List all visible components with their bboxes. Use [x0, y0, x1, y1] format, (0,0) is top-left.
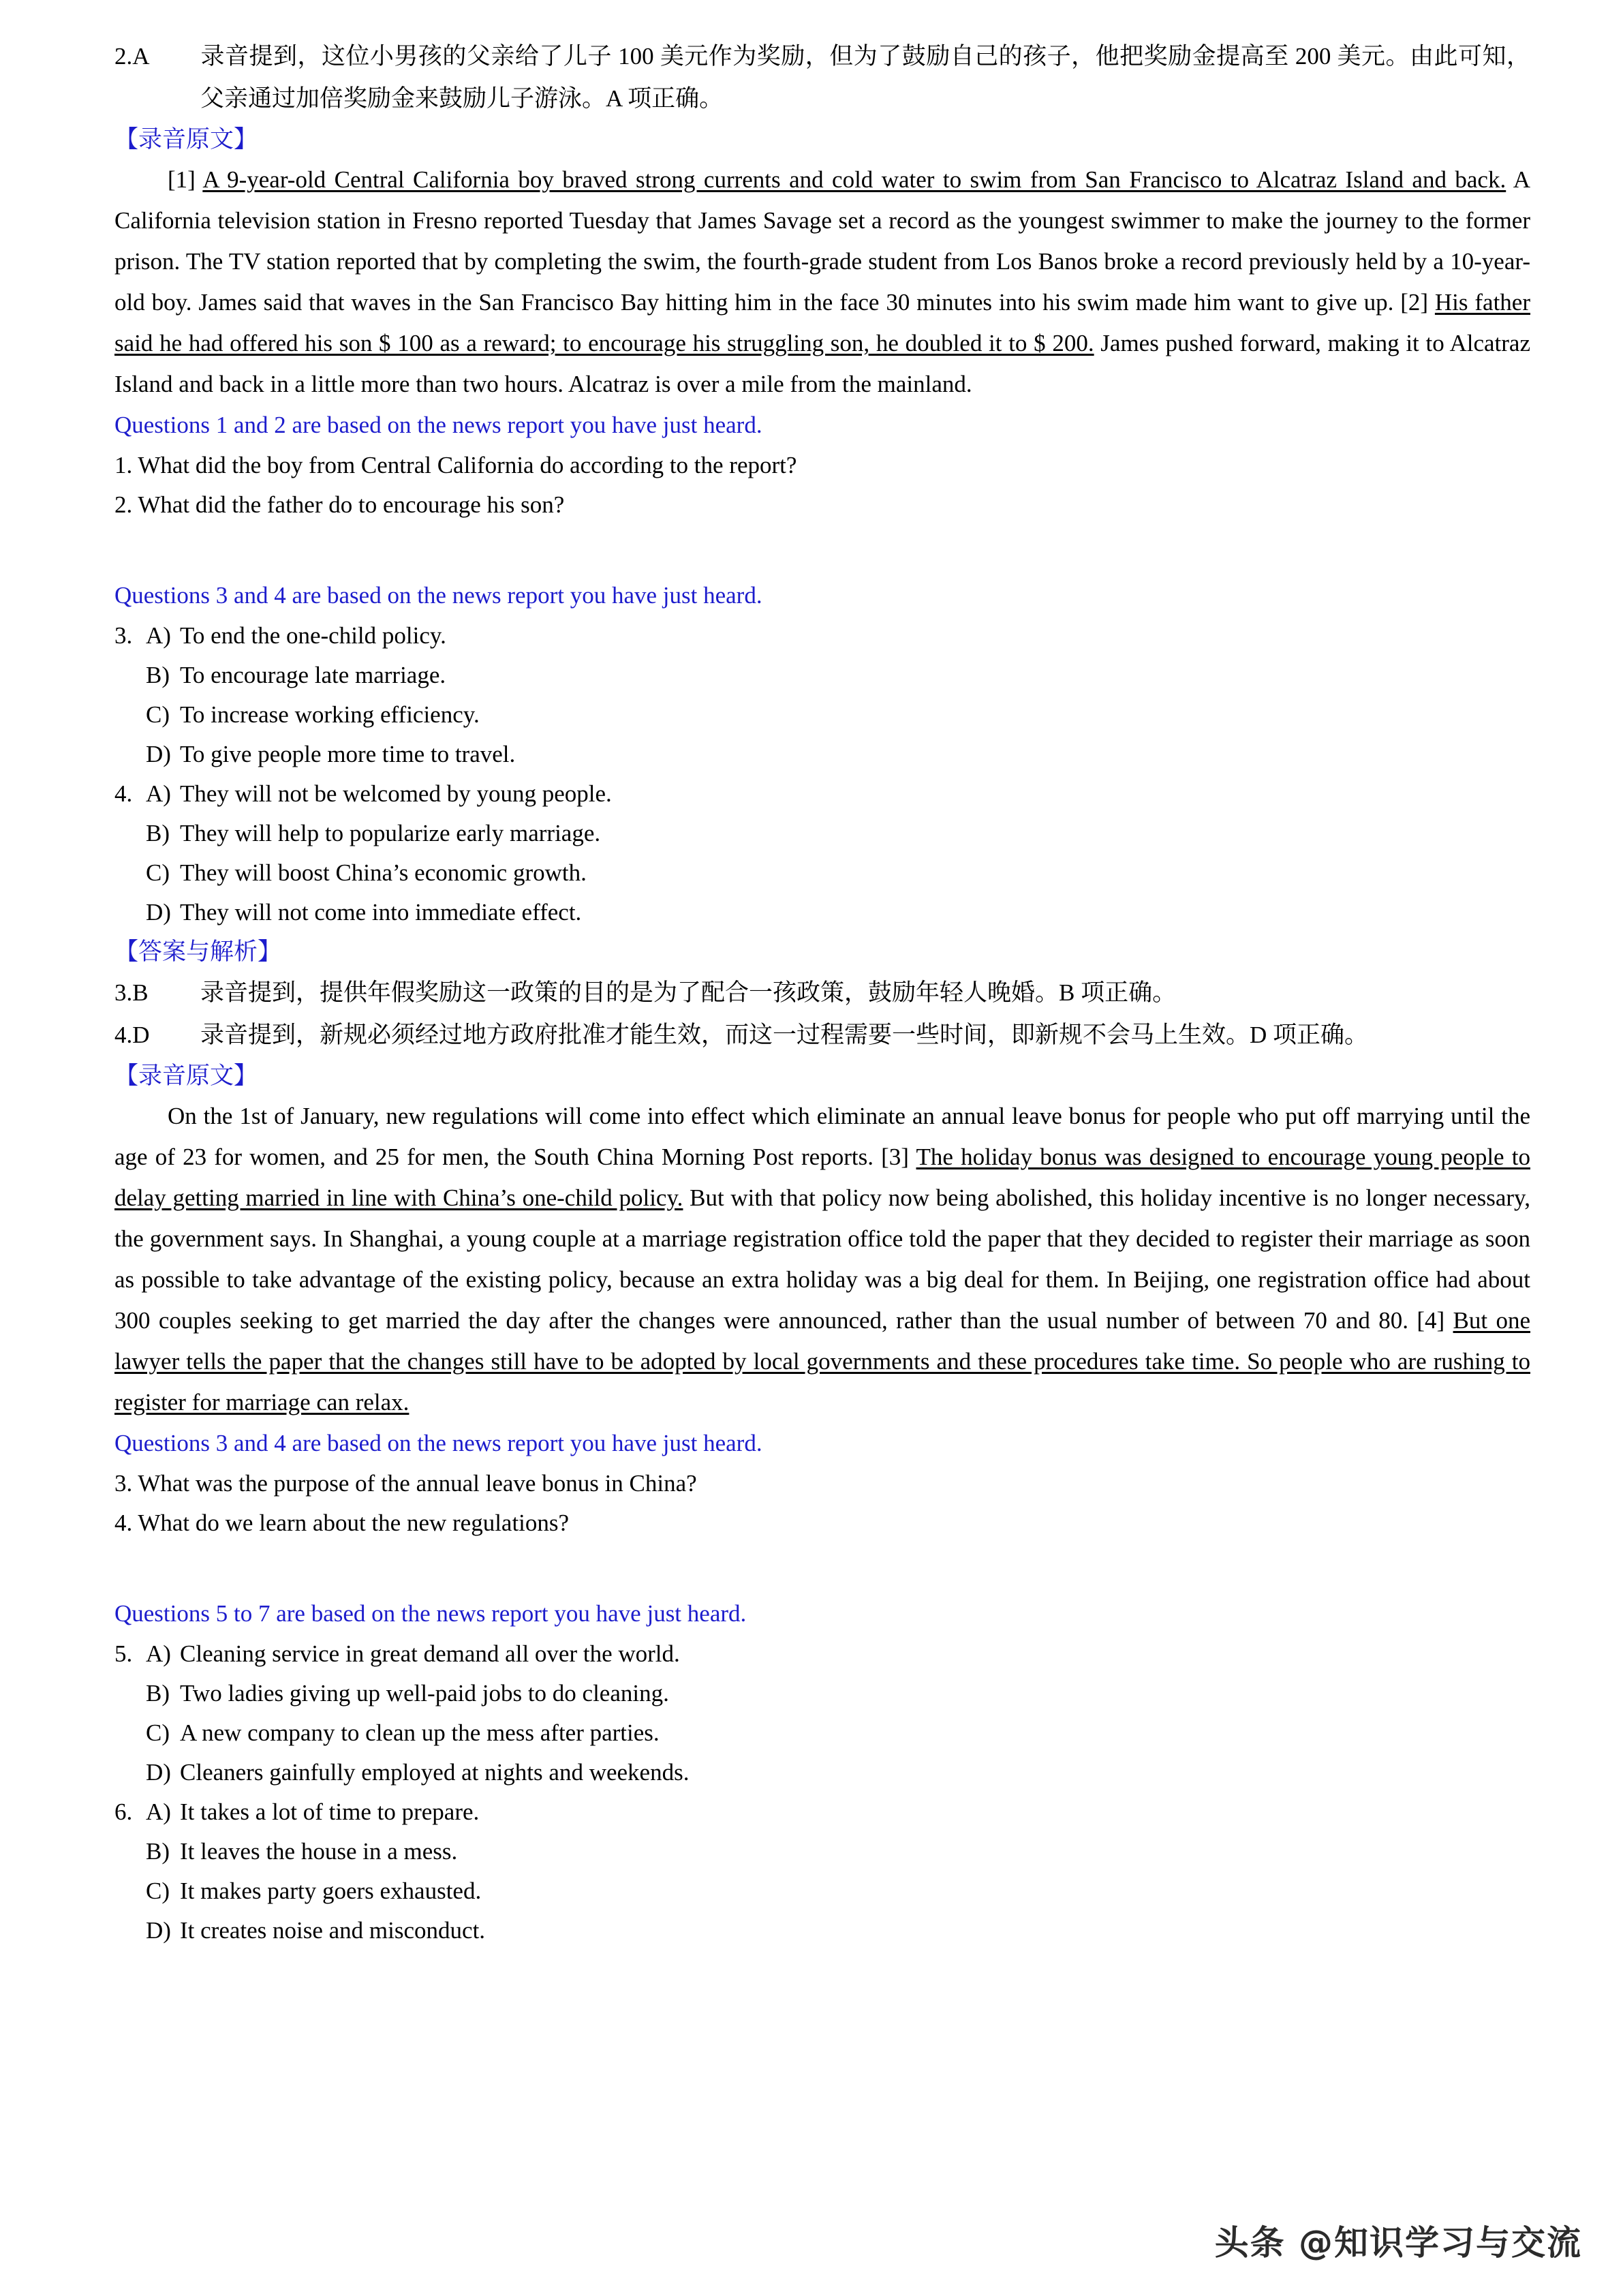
explanation-item: [114, 1014, 1530, 1056]
choice-letter: C): [146, 859, 170, 886]
passage-underlined-segment: But one lawyer tells the paper that the changes still have to be adopted by local governments and these procedures take time. So people who are rushing to register for marriage can relax.: [114, 1307, 1530, 1415]
choice-letter: D): [146, 1917, 171, 1944]
choice-letter: B): [146, 1838, 170, 1865]
question-number: 4.: [114, 780, 133, 807]
passage-two: [114, 1096, 1530, 1423]
multiple-choice-group-5: [114, 1634, 1530, 1792]
question-text: 2. What did the father do to encourage his son?: [114, 491, 565, 518]
choice-letter: B): [146, 662, 170, 688]
choice-letter: D): [146, 741, 171, 767]
choice-letter: D): [146, 899, 171, 925]
choice-text: It leaves the house in a mess.: [180, 1838, 458, 1865]
choice-row[interactable]: [114, 1753, 1530, 1792]
questions-directive-2: Questions 3 and 4 are based on the news report you have just heard.: [114, 582, 762, 609]
spacer: [114, 1543, 1530, 1593]
choice-letter: C): [146, 1719, 170, 1746]
choice-row[interactable]: [114, 1792, 1530, 1832]
multiple-choice-group-4: [114, 774, 1530, 932]
choice-letter: B): [146, 820, 170, 846]
explanation-text: 录音提到，这位小男孩的父亲给了儿子 100 美元作为奖励，但为了鼓励自己的孩子，他把奖励金提高至 200 美元。由此可知，父亲通过加倍奖励金来鼓励儿子游泳。A 项正确。: [200, 43, 1530, 112]
choice-text: To end the one-child policy.: [180, 622, 446, 649]
choice-text: They will not come into immediate effect.: [180, 899, 582, 925]
choice-letter: A): [146, 1798, 171, 1825]
choice-letter: C): [146, 701, 170, 728]
choice-letter: C): [146, 1878, 170, 1904]
spacer: [114, 525, 1530, 575]
questions-directive-1: Questions 1 and 2 are based on the news report you have just heard.: [114, 412, 762, 438]
document-page: [114, 35, 1530, 1950]
choice-row[interactable]: [114, 1871, 1530, 1911]
choice-row[interactable]: [114, 774, 1530, 814]
multiple-choice-group-3: [114, 616, 1530, 774]
section-header-transcript: 【录音原文】: [114, 1062, 258, 1089]
explanation-tag: 4.D: [114, 1022, 150, 1048]
questions-directive-4: Questions 5 to 7 are based on the news report you have just heard.: [114, 1600, 747, 1627]
choice-letter: A): [146, 1640, 171, 1667]
choice-text: It creates noise and misconduct.: [180, 1917, 486, 1944]
choice-text: Two ladies giving up well-paid jobs to do cleaning.: [180, 1680, 669, 1706]
choice-letter: D): [146, 1759, 171, 1786]
choice-row[interactable]: [114, 1674, 1530, 1713]
multiple-choice-group-6: [114, 1792, 1530, 1950]
choice-row[interactable]: [114, 814, 1530, 853]
choice-text: They will boost China’s economic growth.: [180, 859, 587, 886]
choice-text: They will not be welcomed by young people.: [180, 780, 612, 807]
question-text: 4. What do we learn about the new regulations?: [114, 1510, 570, 1536]
question-text: 1. What did the boy from Central California do according to the report?: [114, 452, 797, 478]
choice-text: Cleaners gainfully employed at nights and weekends.: [180, 1759, 690, 1786]
choice-letter: A): [146, 622, 171, 649]
passage-segment: James pushed forward, making it to Alcatraz Island and back in a little more than two hours. Alcatraz is over a mile from the mainland.: [114, 330, 1530, 397]
question-number: 5.: [114, 1640, 133, 1667]
choice-text: It takes a lot of time to prepare.: [180, 1798, 480, 1825]
choice-row[interactable]: [114, 893, 1530, 932]
choice-row[interactable]: [114, 853, 1530, 893]
section-header-transcript: 【录音原文】: [114, 126, 258, 153]
passage-underlined-segment: The holiday bonus was designed to encourage young people to delay getting married in line with China’s one-child policy.: [114, 1144, 1530, 1211]
choice-row[interactable]: [114, 1634, 1530, 1674]
choice-letter: B): [146, 1680, 170, 1706]
choice-text: Cleaning service in great demand all over the world.: [180, 1640, 680, 1667]
choice-text: To give people more time to travel.: [180, 741, 516, 767]
section-header-answer-analysis: 【答案与解析】: [114, 938, 282, 965]
questions-directive-3: Questions 3 and 4 are based on the news report you have just heard.: [114, 1430, 762, 1456]
choice-row[interactable]: [114, 695, 1530, 735]
question-number: 6.: [114, 1798, 133, 1825]
choice-text: It makes party goers exhausted.: [180, 1878, 482, 1904]
choice-row[interactable]: [114, 1713, 1530, 1753]
choice-letter: A): [146, 780, 171, 807]
passage-segment: On the 1st of January, new regulations will come into effect which eliminate an annual leave bonus for people who put off marrying until the age of 23 for women, and 25 for men, the South China Morning Post reports. [3]: [114, 1103, 1530, 1170]
choice-row[interactable]: [114, 1911, 1530, 1950]
passage-segment: A California television station in Fresno reported Tuesday that James Savage set a record as the youngest swimmer to make the journey to the former prison. The TV station reported that by completing the swim, the fourth-grade student from Los Banos broke a record previously held by a 10-year-old boy. James said that waves in the San Francisco Bay hitting him in the face 30 minutes into his swim made him want to give up. [2]: [114, 166, 1530, 316]
passage-one: [114, 159, 1530, 405]
choice-text: A new company to clean up the mess after parties.: [180, 1719, 660, 1746]
explanation-tag: 2.A: [114, 43, 150, 70]
choice-text: To increase working efficiency.: [180, 701, 480, 728]
explanation-text: 录音提到，新规必须经过地方政府批准才能生效，而这一过程需要一些时间，即新规不会马上生效。D 项正确。: [200, 1022, 1369, 1048]
passage-segment: [1]: [168, 166, 203, 193]
explanation-text: 录音提到，提供年假奖励这一政策的目的是为了配合一孩政策，鼓励年轻人晚婚。B 项正确。: [200, 979, 1177, 1006]
choice-row[interactable]: [114, 1832, 1530, 1871]
choice-row[interactable]: [114, 616, 1530, 656]
choice-text: To encourage late marriage.: [180, 662, 446, 688]
question-number: 3.: [114, 622, 133, 649]
passage-underlined-segment: A 9-year-old Central California boy braved strong currents and cold water to swim from San Francisco to Alcatraz Island and back.: [202, 166, 1506, 193]
explanation-tag: 3.B: [114, 979, 149, 1006]
explanation-item: [114, 972, 1530, 1014]
passage-underlined-segment: His father said he had offered his son $ 100 as a reward; to encourage his struggling son, he doubled it to $ 200.: [114, 289, 1530, 356]
question-text: 3. What was the purpose of the annual leave bonus in China?: [114, 1470, 697, 1497]
explanation-item: [114, 35, 1530, 120]
choice-row[interactable]: [114, 735, 1530, 774]
passage-segment: But with that policy now being abolished, this holiday incentive is no longer necessary, the government says. In Shanghai, a young couple at a marriage registration office told the paper that they decided to register their marriage as soon as possible to take advantage of the existing policy, because an extra holiday was a big deal for them. In Beijing, one registration office had about 300 couples seeking to get married the day after the changes were announced, rather than the usual number of between 70 and 80. [4]: [114, 1184, 1531, 1334]
watermark: 头条 @知识学习与交流: [1214, 2223, 1582, 2263]
choice-text: They will help to popularize early marriage.: [180, 820, 601, 846]
choice-row[interactable]: [114, 656, 1530, 695]
